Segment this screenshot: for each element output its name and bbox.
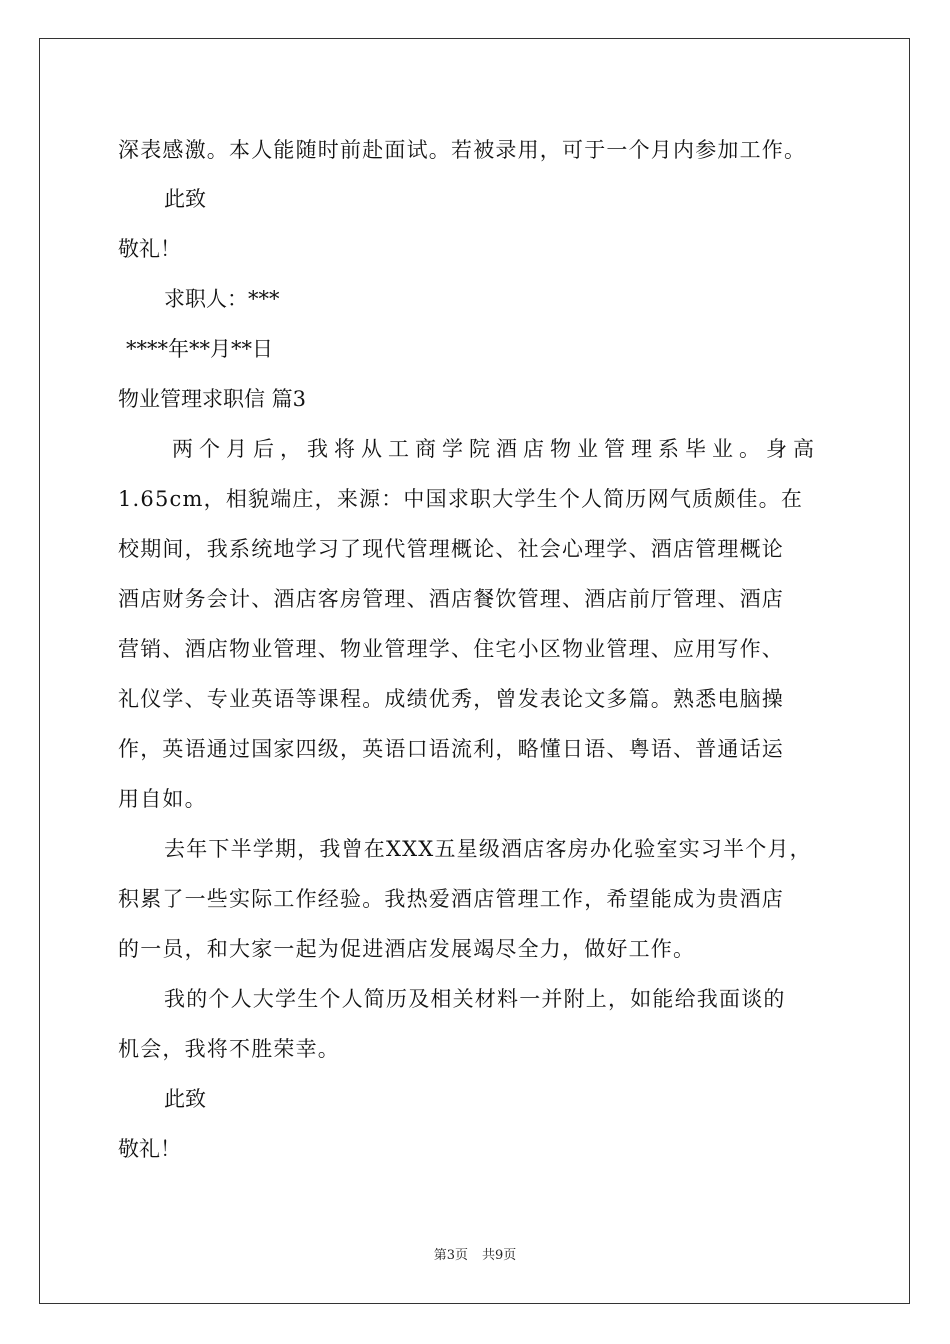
text-line: 两个月后，我将从工商学院酒店物业管理系毕业。身高 — [172, 437, 820, 461]
closing-respect: 敬礼！ — [118, 1137, 181, 1161]
date-line: ****年**月**日 — [126, 337, 273, 361]
text-line: 礼仪学、专业英语等课程。成绩优秀，曾发表论文多篇。熟悉电脑操 — [118, 687, 784, 711]
text-line: 营销、酒店物业管理、物业管理学、住宅小区物业管理、应用写作、 — [118, 637, 784, 661]
page-border — [39, 38, 910, 1304]
text-line: 去年下半学期，我曾在XXX五星级酒店客房办化验室实习半个月， — [164, 837, 812, 861]
applicant-signature: 求职人：*** — [164, 287, 280, 311]
text-line: 积累了一些实际工作经验。我热爱酒店管理工作，希望能成为贵酒店 — [118, 887, 784, 911]
text-line: 1.65cm，相貌端庄，来源：中国求职大学生个人简历网气质颇佳。在 — [118, 487, 804, 511]
text-line: 作，英语通过国家四级，英语口语流利，略懂日语、粤语、普通话运 — [118, 737, 784, 761]
text-line: 我的个人大学生个人简历及相关材料一并附上，如能给我面谈的 — [164, 987, 786, 1011]
closing-salutation: 此致 — [164, 187, 206, 211]
closing-respect: 敬礼！ — [118, 237, 181, 261]
page-total: 共9页 — [482, 1248, 517, 1263]
page-number: 第3页 — [433, 1248, 468, 1263]
page-footer — [0, 1247, 950, 1265]
text-line: 酒店财务会计、酒店客房管理、酒店餐饮管理、酒店前厅管理、酒店 — [118, 587, 784, 611]
section-heading: 物业管理求职信 篇3 — [118, 387, 307, 411]
text-line: 机会，我将不胜荣幸。 — [118, 1037, 340, 1061]
text-line: 的一员，和大家一起为促进酒店发展竭尽全力，做好工作。 — [118, 937, 696, 961]
text-line: 用自如。 — [118, 787, 207, 811]
text-line: 校期间，我系统地学习了现代管理概论、社会心理学、酒店管理概论 — [118, 537, 784, 561]
text-line: 深表感激。本人能随时前赴面试。若被录用，可于一个月内参加工作。 — [118, 138, 807, 162]
closing-salutation: 此致 — [164, 1087, 206, 1111]
